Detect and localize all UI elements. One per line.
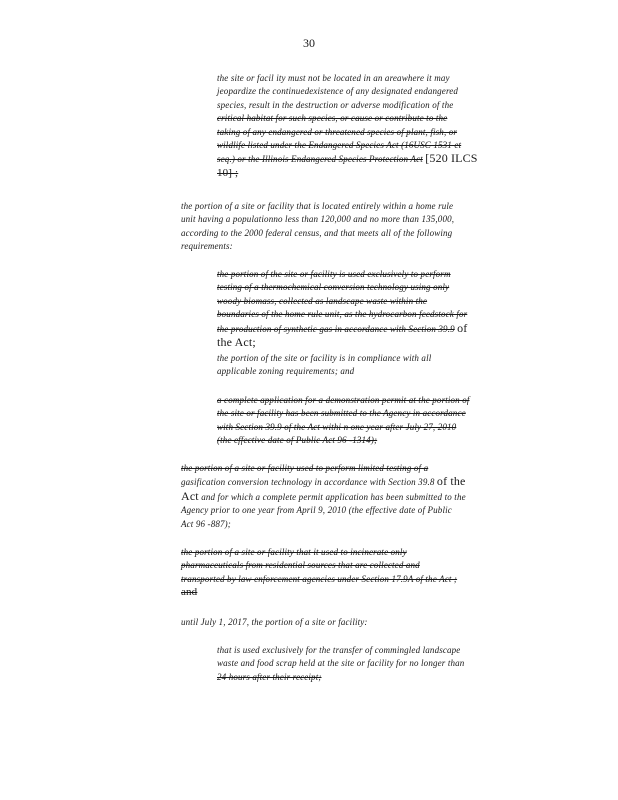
landscape-waste-paragraph — [217, 644, 527, 684]
struck-citation-end: 10] ; — [217, 166, 239, 179]
text-line: the portion of a site or facility that is located entirely within a home rule — [181, 201, 454, 211]
citation-text: [520 ILCS — [425, 151, 478, 166]
testing-requirement-paragraph — [217, 268, 537, 349]
text-line — [181, 475, 537, 489]
text-line: Agency prior to one year from April 9, 2010 (the effective date of Public — [181, 505, 452, 516]
text-line: according to the 2000 federal census, and that meets all of the following — [181, 227, 453, 238]
text: gasification conversion technology in accordance with Section 39.8 — [181, 477, 435, 488]
text-line: jeopardize the continuedexistence of any designated endangered — [217, 86, 459, 97]
struck-text-line: the site or facility has been submitted to the Agency in accordance — [217, 408, 466, 419]
demonstration-permit-paragraph — [217, 394, 545, 448]
page-number: 30 — [303, 36, 315, 50]
gasification-paragraph — [181, 462, 537, 531]
text-line: until July 1, 2017, the portion of a site or facility: — [181, 617, 368, 627]
struck-text-line: taking of any endangered or threatened species of plant, fish, or — [217, 126, 458, 137]
struck-text-line: transported by law enforcement agencies under Section 17.9A of the Act ; — [181, 573, 458, 584]
text-line: species, result in the destruction or adverse modification of the — [217, 99, 454, 110]
text-line: requirements: — [181, 241, 233, 252]
of-text: of — [457, 320, 468, 335]
text-line — [181, 490, 537, 504]
struck-text-line: a complete application for a demonstration permit at the portion of — [217, 395, 470, 405]
struck-text: the production of synthetic gas in accordance with Section 39.9 — [217, 323, 455, 334]
home-rule-unit-paragraph — [181, 200, 519, 254]
struck-text-line: wildlife listed under the Endangered Species Act (16USC 1531 et — [217, 140, 462, 151]
struck-text-line: testing of a thermochemical conversion technology using only — [217, 282, 450, 293]
act-reference: the Act; — [217, 335, 256, 350]
struck-text-line: the portion of a site or facility used to perform limited testing of a — [181, 463, 429, 473]
text-line: that is used exclusively for the transfer of commingled landscape — [217, 645, 461, 655]
zoning-compliance-paragraph — [217, 352, 497, 379]
text-line: applicable zoning requirements; and — [217, 366, 355, 377]
text-line: the site or facil ity must not be located in an areawhere it may — [217, 73, 450, 83]
struck-text-line: woody biomass, collected as landscape waste within the — [217, 295, 428, 306]
struck-text-line: critical habitat for such species, or cause or contribute to the — [217, 113, 448, 124]
pharmaceuticals-paragraph — [181, 546, 537, 600]
site-location-paragraph — [217, 72, 519, 180]
of-the-text: of the — [436, 474, 466, 489]
text-line: unit having a populationno less than 120,000 and no more than 135,000, — [181, 214, 455, 225]
struck-text-line: the portion of a site or facility that it used to incinerate only — [181, 547, 407, 557]
struck-text-line: (the effective date of Public Act 96 -1314); — [217, 435, 378, 446]
struck-text-line: the portion of the site or facility is used exclusively to perform — [217, 269, 451, 279]
struck-text-line: with Section 39.9 of the Act withi n one year after July 27, 2010 — [217, 421, 457, 432]
text-line: Act 96 -887); — [181, 518, 231, 529]
text: and for which a complete permit application has been submitted to the — [201, 491, 466, 502]
text-line: waste and food scrap held at the site or facility for no longer than — [217, 658, 465, 669]
struck-text-line-with-citation — [217, 152, 519, 166]
struck-text-line-with-of — [217, 322, 537, 336]
until-date-paragraph — [181, 616, 521, 629]
struck-and: and — [181, 586, 198, 599]
act-text: Act — [181, 488, 199, 503]
struck-text-line: 24 hours after their receipt; — [217, 671, 322, 682]
struck-text: seq.) or the Illinois Endangered Species Protection Act — [217, 154, 423, 165]
struck-text-line: pharmaceuticals from residential sources that are collected and — [181, 560, 420, 571]
struck-text-line: boundaries of the home rule unit, as the hydrocarbon feedstock for — [217, 309, 468, 320]
text-line: the portion of the site or facility is in compliance with all — [217, 353, 432, 363]
